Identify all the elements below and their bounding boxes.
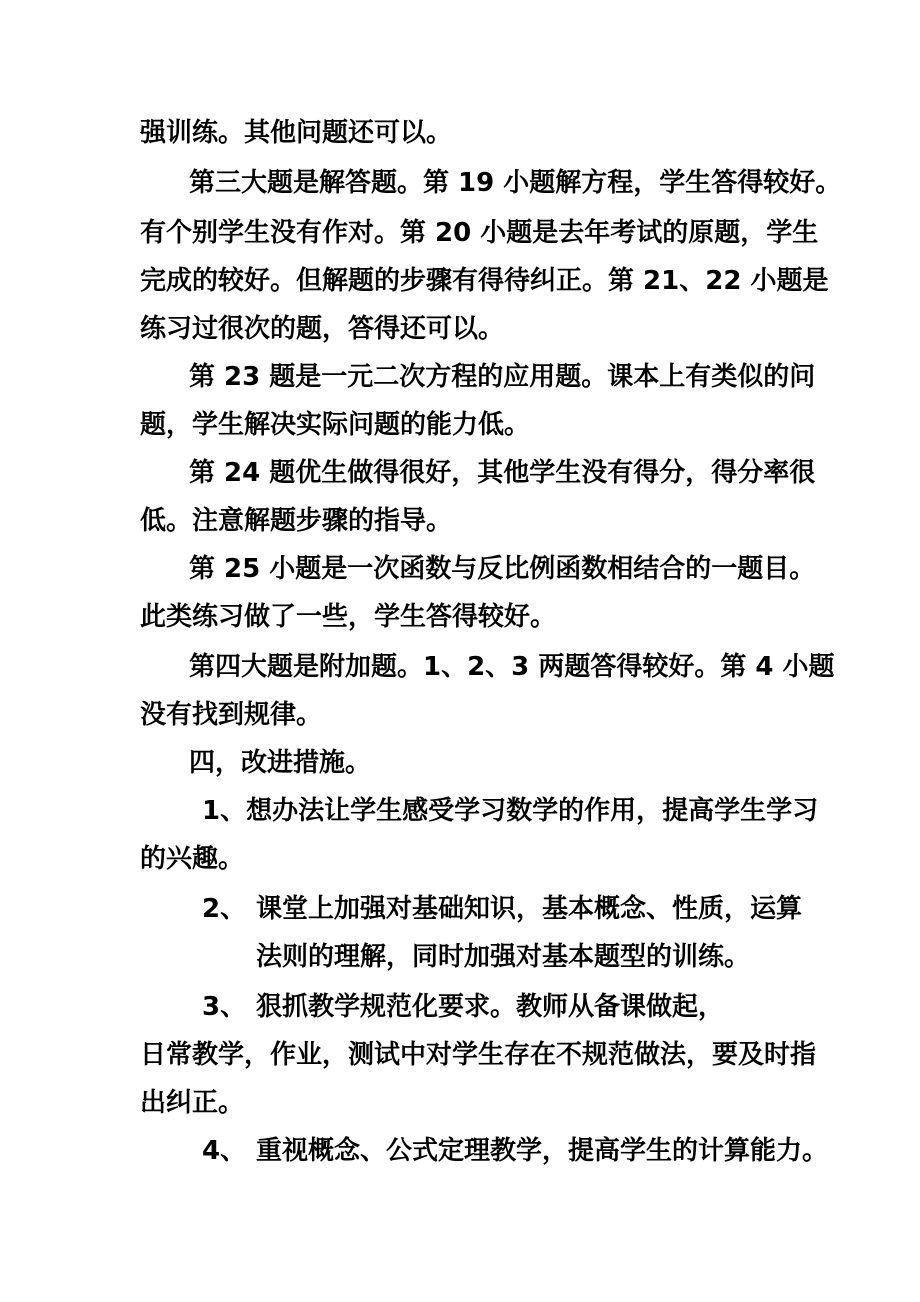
text-line: 第 24 题优生做得很好，其他学生没有得分，得分率很 bbox=[189, 458, 816, 488]
text-line: 强训练。其他问题还可以。 bbox=[140, 118, 453, 148]
text-line: 的兴趣。 bbox=[140, 844, 245, 874]
text-line: 第四大题是附加题。1、2、3 两题答得较好。第 4 小题 bbox=[189, 652, 835, 682]
text-line: 法则的理解，同时加强对基本题型的训练。 bbox=[256, 942, 751, 972]
text-line: 第 23 题是一元二次方程的应用题。课本上有类似的问 bbox=[189, 362, 816, 392]
text-line: 完成的较好。但解题的步骤有得待纠正。第 21、22 小题是 bbox=[140, 266, 829, 296]
text-line: 没有找到规律。 bbox=[140, 700, 323, 730]
text-line: 有个别学生没有作对。第 20 小题是去年考试的原题，学生 bbox=[140, 218, 819, 248]
list-marker-2: 2、 bbox=[202, 894, 247, 924]
section-heading: 四，改进措施。 bbox=[189, 748, 372, 778]
text-line: 第 25 小题是一次函数与反比例函数相结合的一题目。 bbox=[189, 554, 816, 584]
text-line: 出纠正。 bbox=[140, 1088, 245, 1118]
list-item-4: 重视概念、公式定理教学，提高学生的计算能力。 bbox=[256, 1136, 829, 1166]
text-line: 此类练习做了一些，学生答得较好。 bbox=[140, 602, 557, 632]
text-line: 第三大题是解答题。第 19 小题解方程，学生答得较好。 bbox=[189, 168, 842, 198]
list-item-1: 1、想办法让学生感受学习数学的作用，提高学生学习 bbox=[202, 796, 819, 826]
text-line: 练习过很次的题，答得还可以。 bbox=[140, 314, 505, 344]
list-marker-3: 3、 bbox=[202, 992, 247, 1022]
text-line: 低。注意解题步骤的指导。 bbox=[140, 506, 453, 536]
list-item-3: 狠抓教学规范化要求。教师从备课做起， bbox=[256, 992, 725, 1022]
list-marker-4: 4、 bbox=[202, 1136, 247, 1166]
list-item-2: 课堂上加强对基础知识，基本概念、性质，运算 bbox=[256, 894, 803, 924]
text-line: 题，学生解决实际问题的能力低。 bbox=[140, 410, 531, 440]
text-line: 日常教学，作业，测试中对学生存在不规范做法，要及时指 bbox=[140, 1040, 817, 1070]
